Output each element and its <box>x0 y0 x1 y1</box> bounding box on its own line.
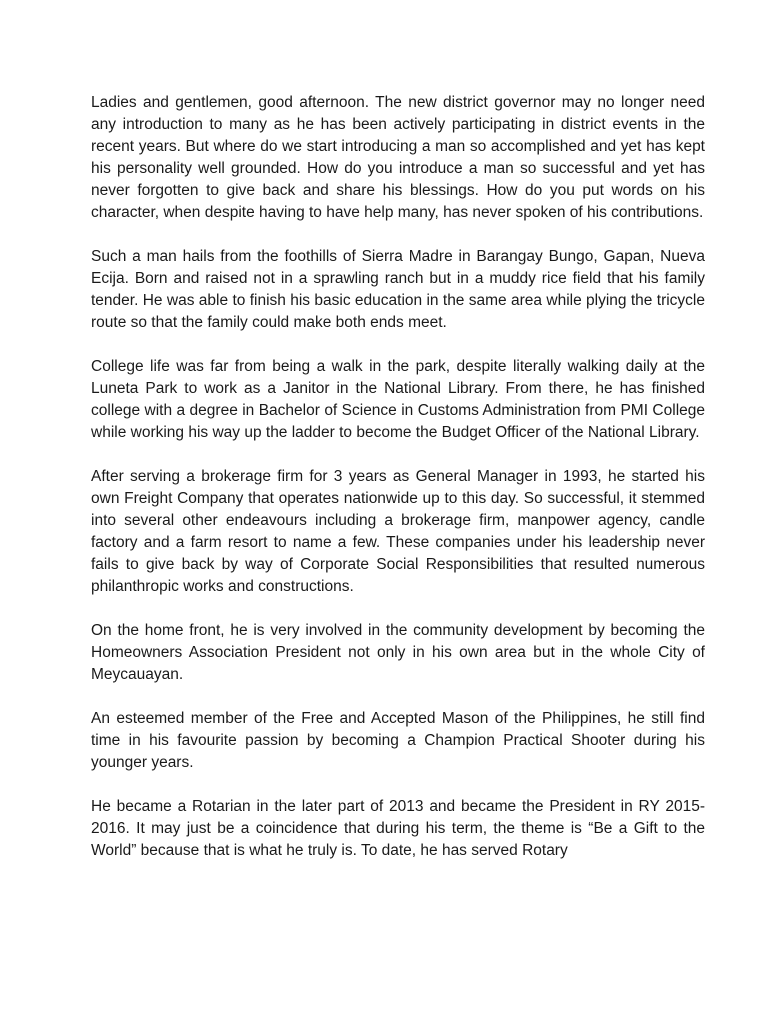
paragraph-rotary: He became a Rotarian in the later part of 2013 and became the President in RY 2015-2016. It may just be a coincidence that during his term, the theme is “Be a Gift to the World” because that is what he truly is. To date, he has served Rotary <box>91 798 705 859</box>
document-page <box>91 92 705 884</box>
paragraph-college: College life was far from being a walk in the park, despite literally walking daily at the Luneta Park to work as a Janitor in the National Library. From there, he has finished college with a degree in Bachelor of Science in Customs Administration from PMI College while working his way up the ladder to become the Budget Officer of the National Library. <box>91 358 705 441</box>
paragraph-greeting: Ladies and gentlemen, good afternoon. The new district governor may no longer need any introduction to many as he has been actively participating in district events in the recent years. But where do we start introducing a man so accomplished and yet has kept his personality well grounded. How do you introduce a man so successful and yet has never forgotten to give back and share his blessings. How do you put words on his character, when despite having to have help many, has never spoken of his contributions. <box>91 94 705 221</box>
paragraph-mason: An esteemed member of the Free and Accepted Mason of the Philippines, he still find time in his favourite passion by becoming a Champion Practical Shooter during his younger years. <box>91 710 705 771</box>
paragraph-origins: Such a man hails from the foothills of Sierra Madre in Barangay Bungo, Gapan, Nueva Ecija. Born and raised not in a sprawling ranch but in a muddy rice field that his family tender. He was able to finish his basic education in the same area while plying the tricycle route so that the family could make both ends meet. <box>91 248 705 331</box>
paragraph-career: After serving a brokerage firm for 3 years as General Manager in 1993, he started his own Freight Company that operates nationwide up to this day. So successful, it stemmed into several other endeavours including a brokerage firm, manpower agency, candle factory and a farm resort to name a few. These companies under his leadership never fails to give back by way of Corporate Social Responsibilities that resulted numerous philanthropic works and constructions. <box>91 468 705 595</box>
paragraph-community: On the home front, he is very involved in the community development by becoming the Homeowners Association President not only in his own area but in the whole City of Meycauayan. <box>91 622 705 683</box>
